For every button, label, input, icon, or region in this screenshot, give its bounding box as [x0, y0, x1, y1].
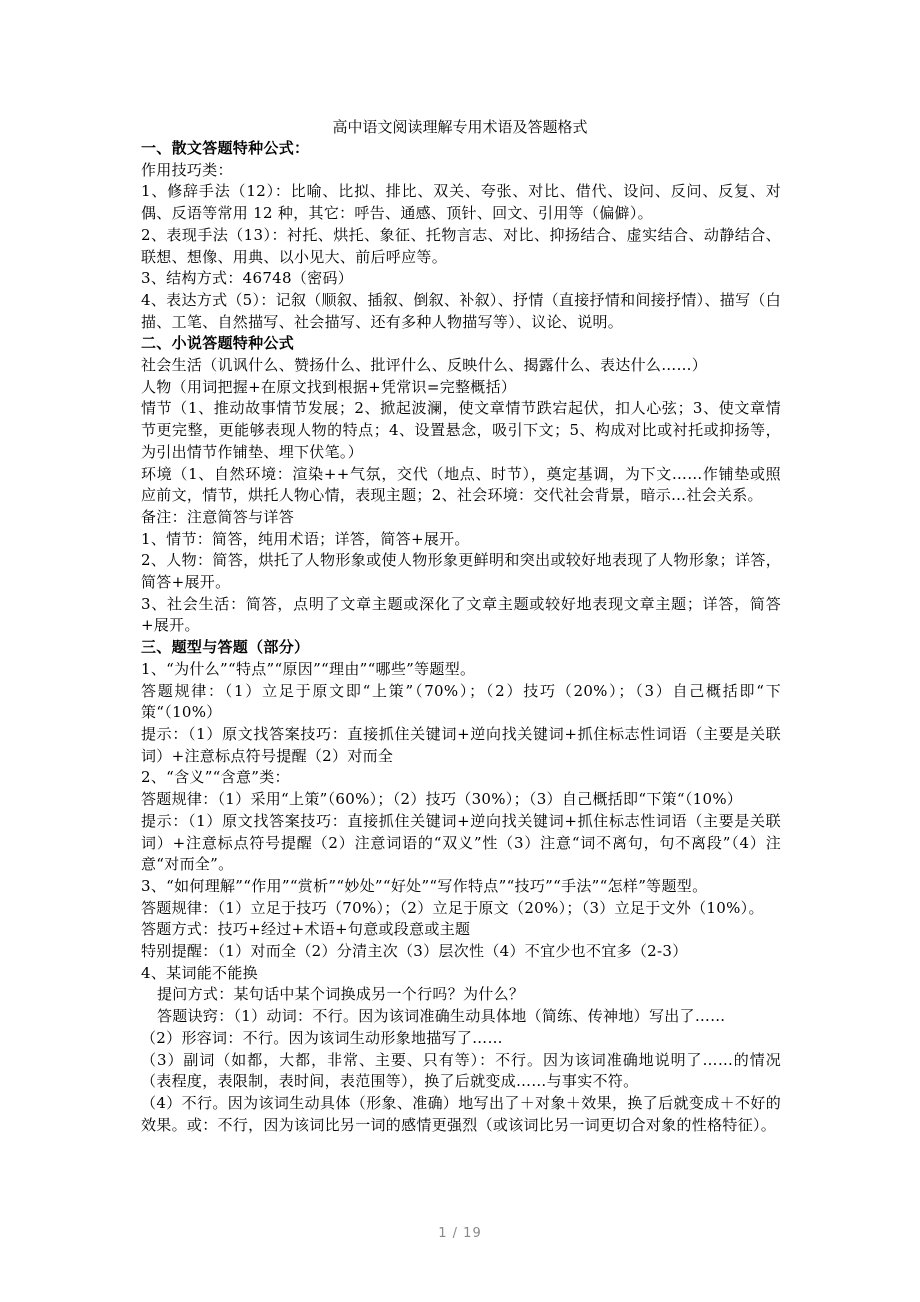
paragraph: 4、某词能不能换: [141, 963, 258, 982]
document-body: [141, 138, 781, 1136]
section-heading: 二、小说答题特种公式: [141, 334, 295, 353]
paragraph: （2）形容词：不行。因为该词生动形象地描写了……: [141, 1028, 503, 1047]
indented-paragraph: 答题诀窍：（1）动词：不行。因为该词准确生动具体地（简练、传神地）写出了……: [157, 1007, 726, 1026]
paragraph: 1、情节：简答，纯用术语；详答，简答+展开。: [141, 529, 470, 548]
paragraph: （3）副词（如都，大都，非常、主要、只有等）：不行。因为该词准确地说明了……的情况（表程度，表限制，表时间，表范围等），换了后就变成……与事实不符。: [141, 1050, 781, 1091]
paragraph: 社会生活（讥讽什么、赞扬什么、批评什么、反映什么、揭露什么、表达什么……）: [141, 356, 708, 375]
paragraph: 3、结构方式：46748（密码）: [141, 269, 354, 288]
paragraph: 情节（1、推动故事情节发展；2、掀起波澜，使文章情节跌宕起伏，扣人心弦；3、使文章情节更完整，更能够表现人物的特点；4、设置悬念，吸引下文；5、构成对比或衬托或抑扬等，为引出情节作铺垫、埋下伏笔。）: [141, 399, 781, 461]
paragraph: 答题规律：（1）立足于技巧（70%）；（2）立足于原文（20%）；（3）立足于文外（10%）。: [141, 898, 764, 917]
paragraph: 1、“为什么”“特点”“原因”“理由”“哪些”等题型。: [141, 659, 476, 678]
paragraph: 1、修辞手法（12）：比喻、比拟、排比、双关、夸张、对比、借代、设问、反问、反复、对偶、反语等常用 12 种，其它：呼告、通感、顶针、回文、引用等（偏僻）。: [141, 182, 781, 223]
paragraph: （4）不行。因为该词生动具体（形象、准确）地写出了＋对象＋效果，换了后就变成＋不好的效果。或：不行，因为该词比另一词的感情更强烈（或该词比另一词更切合对象的性格特征）。: [141, 1093, 781, 1134]
paragraph: 4、表达方式（5）：记叙（顺叙、插叙、倒叙、补叙）、抒情（直接抒情和间接抒情）、描写（白描、工笔、自然描写、社会描写、还有多种人物描写等）、议论、说明。: [141, 290, 781, 331]
paragraph: 提示：（1）原文找答案技巧：直接抓住关键词+逆向找关键词+抓住标志性词语（主要是关联词）+注意标点符号提醒（2）对而全: [141, 724, 781, 765]
document-title: 高中语文阅读理解专用术语及答题格式: [332, 118, 588, 136]
paragraph: 环境（1、自然环境：渲染++气氛，交代（地点、时节），奠定基调，为下文……作铺垫或照应前文，情节，烘托人物心情，表现主题；2、社会环境：交代社会背景，暗示…社会关系。: [141, 464, 781, 505]
section-heading: 三、题型与答题（部分）: [141, 638, 310, 657]
paragraph: 答题规律：（1）立足于原文即“上策”（70%）；（2）技巧（20%）；（3）自己概括即“下策“（10%）: [141, 681, 781, 722]
paragraph: 备注：注意简答与详答: [141, 507, 295, 526]
paragraph: 2、人物：简答，烘托了人物形象或使人物形象更鲜明和突出或较好地表现了人物形象；详答，简答+展开。: [141, 551, 781, 592]
indented-paragraph: 提问方式：某句话中某个词换成另一个行吗？为什么？: [157, 985, 525, 1004]
paragraph: 作用技巧类：: [141, 160, 233, 179]
paragraph: 3、“如何理解”“作用”“赏析”“妙处”“好处”“写作特点”“技巧”“手法”“怎样”等题型。: [141, 876, 708, 895]
paragraph: 人物（用词把握+在原文找到根据+凭常识=完整概括）: [141, 377, 517, 396]
paragraph: 2、“含义”“含意”类：: [141, 768, 290, 787]
section-heading: 一、散文答题特种公式：: [141, 139, 310, 157]
page-indicator: 1 / 19: [438, 1226, 482, 1241]
paragraph: 特别提醒：（1）对而全（2）分清主次（3）层次性（4）不宜少也不宜多（2-3）: [141, 942, 688, 961]
paragraph: 提示：（1）原文找答案技巧：直接抓住关键词+逆向找关键词+抓住标志性词语（主要是关联词）+注意标点符号提醒（2）注意词语的“双义”性（3）注意“词不离句，句不离段”（4）注意“对而全”。: [141, 811, 781, 874]
paragraph: 答题规律：（1）采用“上策”（60%）；（2）技巧（30%）；（3）自己概括即“下策“（10%）: [141, 790, 743, 809]
paragraph: 3、社会生活：简答，点明了文章主题或深化了文章主题或较好地表现文章主题；详答，简答+展开。: [141, 594, 781, 635]
paragraph: 答题方式：技巧+经过+术语+句意或段意或主题: [141, 920, 471, 939]
paragraph: 2、表现手法（13）：衬托、烘托、象征、托物言志、对比、抑扬结合、虚实结合、动静结合、联想、想像、用典、以小见大、前后呼应等。: [141, 225, 781, 266]
